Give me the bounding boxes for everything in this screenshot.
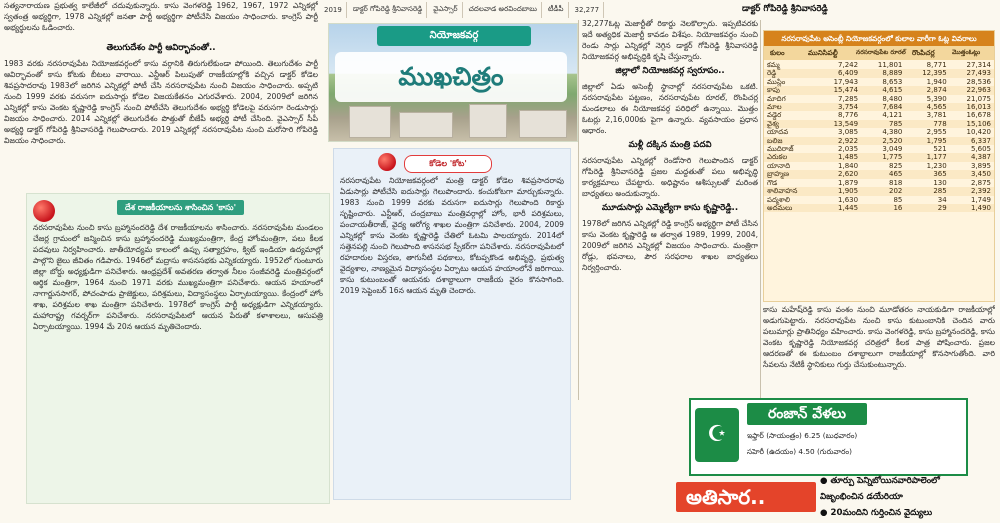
vote-count-cell: 7,684: [882, 103, 903, 112]
table-row: [764, 153, 994, 161]
vote-count-cell: 27,493: [966, 69, 991, 78]
vote-count-cell: 8,653: [882, 77, 903, 86]
vote-count-cell: 85: [893, 195, 903, 204]
table-body: [764, 61, 994, 212]
vote-count-cell: 21,075: [966, 94, 991, 103]
vote-count-cell: 202: [889, 187, 903, 196]
vote-count-cell: 1,230: [926, 161, 947, 170]
vote-count-cell: 785: [889, 119, 903, 128]
vote-count-cell: 4,387: [970, 153, 991, 162]
vote-count-cell: 8,776: [838, 111, 859, 120]
vote-count-cell: 365: [933, 170, 947, 179]
vote-count-cell: 8,889: [882, 69, 903, 78]
intro-paragraph: సత్యనారాయణ ప్రభుత్వ కాలేజీలో చదువుకున్నారు. కాసు వెంగళరెడ్డి 1962, 1967, 1972 ఎన్నికల్లో స్వతంత్ర అభ్యర్థిగా, 1978 ఎన్నికల్లో జనతా పార్టీ అభ్యర్థిగా పోటీచేసి విజయం సాధించారు. కాంగ్రెస్ పార్టీ అభ్యర్థులను ఓడించారు.: [4, 1, 318, 32]
caste-name-cell: యానాది: [767, 161, 791, 170]
vote-count-cell: 4,615: [882, 86, 903, 95]
vote-count-cell: 10,420: [966, 128, 991, 137]
table-header-cell: మునిసిపల్టీ: [808, 49, 838, 57]
vote-count-cell: 5,605: [970, 145, 991, 154]
table-row: [764, 187, 994, 195]
red-bullet-icon: [378, 153, 396, 171]
table-header-cell: రొంపిచర్ల: [912, 49, 935, 57]
caste-name-cell: పద్మశాలి: [767, 195, 790, 204]
vote-count-cell: 2,922: [838, 136, 859, 145]
caste-name-cell: వైశ్య: [767, 119, 779, 128]
table-row: [764, 103, 994, 111]
caste-name-cell: యాదవ: [767, 128, 789, 137]
caste-name-cell: బలిజ: [767, 136, 783, 145]
caste-name-cell: అదమలు: [767, 203, 793, 212]
hero-title: ముఖచిత్రం: [335, 52, 567, 102]
vote-count-cell: 11,801: [877, 61, 903, 69]
table-row: [764, 120, 994, 128]
column-divider: [578, 20, 579, 400]
kasu-paragraph: నరసరావుపేట నుంచి కాసు బ్రహ్మానందరెడ్డి దేశ రాజకీయాలను శాసించారు. నరసరావుపేట మండలం చేజర్ల గ్రామంలో జన్మించిన కాసు బ్రహ్మానందరెడ్డి ముఖ్యమంత్రిగా, కేంద్ర హోంమంత్రిగా, పలు కీలక పదవులు నిర్వహించారు. జాతీయోద్యమ కాలంలో ఉప్పు సత్యాగ్రహం, క్విట్ ఇండియా ఉద్యమాల్లో పాల్గొని జైలు జీవితం గడిపారు. 1946లో మద్రాసు శాసనసభకు ఎన్నికయ్యారు. 1952లో గుంటూరు జిల్లా బోర్డు అధ్యక్షుడిగా పనిచేశారు. ఆంధ్రప్రదేశ్ అవతరణ తర్వాత నీలం సంజీవరెడ్డి మంత్రివర్గంలో ఆర్థిక మంత్రిగా, 1964 నుంచి 1971 వరకు ముఖ్యమంత్రిగా పనిచేశారు. ఆయన హయాంలో నాగార్జునసాగర్, పోచంపాడు ప్రాజెక్టులు, పరిశ్రమలు, విద్యాసంస్థలు ఏర్పాటయ్యాయి. కేంద్రంలో హోం శాఖ, పరిశ్రమల శాఖ మంత్రిగా పనిచేశారు. 1978లో కాంగ్రెస్ పార్టీ అధ్యక్షుడిగా ఎన్నికయ్యారు. మహారాష్ట్ర గవర్నర్‌గా పనిచేశారు. నరసరావుపేటలో ఆయన పేరుతో కళాశాలలు, ఆసుపత్రి ఏర్పాటయ్యాయి. 1994 మే 20న ఆయన మృతిచెందారు.: [33, 223, 323, 331]
vote-count-cell: 12,395: [922, 69, 947, 78]
kasu-article-box: [26, 193, 330, 504]
table-row: [764, 128, 994, 136]
mosque-icon: ☪: [695, 408, 739, 462]
kasu-family-paragraph: కాసు మహేష్‌రెడ్డి కాసు వంశం నుంచి మూడోతరం నాయకుడిగా రాజకీయాల్లో అడుగుపెట్టారు. నరసరావుపేట నుంచి కాసు కుటుంబానికి చెందిన వారు పలుమార్లు ప్రాతినిధ్యం వహించారు. కాసు వెంగళరెడ్డి, కాసు బ్రహ్మానందరెడ్డి, కాసు వెంకట కృష్ణారెడ్డి నియోజకవర్గ చరిత్రలో కీలక పాత్ర పోషించారు. ప్రజల ఆదరణతో ఈ కుటుంబం దశాబ్దాలుగా రాజకీయాల్లో కొనసాగుతోంది. వారి సేవలను నేటికీ స్థానికులు గుర్తు చేసుకుంటున్నారు.: [763, 305, 995, 369]
building-shape: [519, 110, 567, 138]
vote-count-cell: 29: [937, 203, 947, 212]
building-shape: [349, 106, 391, 138]
vote-count-cell: 3,754: [838, 103, 859, 112]
vote-count-cell: 285: [933, 187, 947, 196]
results-strip-row: [320, 2, 604, 18]
kodela-text-wrap: [340, 175, 564, 495]
strip-winner-party: వైఎస్సార్: [429, 2, 462, 18]
column-middle-right: [582, 18, 758, 398]
vote-count-cell: 2,620: [838, 170, 859, 179]
vote-count-cell: 1,445: [838, 203, 859, 212]
strip-winner: డాక్టర్ గోపిరెడ్డి శ్రీనివాసరెడ్డి: [349, 2, 427, 18]
vote-count-cell: 3,450: [970, 170, 991, 179]
ramzan-timings-ad: [689, 398, 968, 476]
table-row: [764, 78, 994, 86]
vote-count-cell: 1,485: [838, 153, 859, 162]
table-header-cell: కులం: [770, 49, 785, 57]
vote-count-cell: 1,630: [838, 195, 859, 204]
vote-count-cell: 825: [889, 161, 903, 170]
repeat-paragraph: నరసరావుపేట ఎన్నికల్లో రెండోసారి గెలుపొందిన డాక్టర్ గోపిరెడ్డి శ్రీనివాసరెడ్డి ప్రజల మద్దతుతో పలు అభివృద్ధి కార్యక్రమాలు చేపట్టారు. అధిష్టానం ఆశీస్సులతో మరింత బాధ్యతలు అందుకున్నారు.: [582, 156, 758, 198]
vote-count-cell: 34: [937, 195, 947, 204]
vote-count-cell: 8,480: [882, 94, 903, 103]
repeat-heading: మళ్లీ దక్కిన మంత్రి పదవి: [628, 140, 712, 150]
vote-count-cell: 16: [893, 203, 903, 212]
caste-name-cell: మాల: [767, 103, 782, 112]
building-shape: [469, 104, 507, 138]
caste-name-cell: గౌడ: [767, 178, 778, 187]
vote-count-cell: 4,380: [882, 128, 903, 137]
vote-count-cell: 1,795: [926, 136, 947, 145]
vote-count-cell: 2,520: [882, 136, 903, 145]
kodela-badge: కోడెల 'కోట': [404, 155, 492, 173]
hero-image: [328, 23, 578, 142]
vote-count-cell: 16,013: [966, 103, 991, 112]
vote-count-cell: 3,895: [970, 161, 991, 170]
vote-count-cell: 28,536: [966, 77, 991, 86]
vote-count-cell: 7,285: [838, 94, 859, 103]
vote-count-cell: 6,337: [970, 136, 991, 145]
strip-runner: చదలవాడ అరవిందబాబు: [465, 2, 542, 18]
vote-count-cell: 3,085: [838, 128, 859, 137]
vote-count-cell: 1,940: [926, 77, 947, 86]
vote-count-cell: 4,121: [882, 111, 903, 120]
ad-title: రంజాన్ వేళలు: [747, 403, 867, 425]
diarrhea-line-3: ● 20మందిని గుర్తించిన వైద్యులు: [820, 508, 933, 518]
vote-count-cell: 465: [889, 170, 903, 179]
sehri-time: సహెరీ (ఉదయం) 4.50 (గురువారం): [747, 447, 852, 456]
vote-count-cell: 130: [933, 178, 947, 187]
table-row: [764, 111, 994, 119]
vote-count-cell: 1,879: [838, 178, 859, 187]
column-divider: [760, 20, 761, 398]
table-header-cell: నరసరావుపేట రూరల్: [856, 49, 906, 56]
vote-count-cell: 2,392: [970, 187, 991, 196]
caste-vote-table: [763, 30, 995, 302]
table-row: [764, 162, 994, 170]
vote-count-cell: 15,106: [966, 119, 991, 128]
table-row: [764, 95, 994, 103]
vote-count-cell: 6,409: [838, 69, 859, 78]
results-strip: [318, 0, 606, 20]
geo-paragraph: జిల్లాలో ఏడు అసెంబ్లీ స్థానాల్లో నరసరావుపేట ఒకటి. నరసరావుపేట పట్టణం, నరసరావుపేట రూరల్, రొంపిచర్ల మండలాలు ఈ నియోజకవర్గ పరిధిలో ఉన్నాయి. మొత్తం ఓటర్లు 2,16,000కు పైగా ఉన్నారు. వ్యవసాయం ప్రధాన ఆధారం.: [582, 82, 758, 135]
caste-name-cell: వడ్డెర: [767, 111, 782, 120]
diarrhea-line-1: ● తూర్పు పెన్నిబోయినవారిపాలెంలో: [820, 476, 940, 486]
tdp-paragraph: 1983 వరకు నరసరావుపేట నియోజకవర్గంలో కాసు వర్గానికి తిరుగులేకుండా పోయింది. తెలుగుదేశం పార్టీ ఆవిర్భావంతో కాసు కోటకు బీటలు వారాయి. ఎన్టీఆర్ పిలుపుతో రాజకీయాల్లోకి వచ్చిన డాక్టర్ కోడెల శివప్రసాదరావు 1983లో జరిగిన ఎన్నికల్లో పోటీ చేసి నరసరావుపేట నుంచి విజయం సాధించారు. అప్పటి నుంచి 1999 వరకు వరుసగా ఐదుసార్లు కోడెల విజయకేతనం ఎగురవేశారు. 2004, 2009లో జరిగిన ఎన్నికల్లో కాసు వెంకట కృష్ణారెడ్డి కాంగ్రెస్ నుంచి పోటీచేసి తెలుగుదేశం అభ్యర్థి కోడెలపై వరుసగా రెండుసార్లు విజయం సాధించారు. 2014 ఎన్నికల్లో తెలుగుదేశం పొత్తుతో బీజేపీ అభ్యర్థి పోటీ చేసింది. వైఎస్సార్ సీపీ అభ్యర్థి డాక్టర్ గోపిరెడ్డి శ్రీనివాసరెడ్డి గెలుపొందారు. 2019 ఎన్నికల్లో నరసరావుపేట నుంచి మరోసారి గోపిరెడ్డి విజయం సాధించారు.: [4, 59, 318, 145]
table-row: [764, 179, 994, 187]
table-header: [764, 46, 994, 60]
vote-count-cell: 27,314: [966, 61, 991, 69]
hero-banner: నియోజకవర్గ: [377, 26, 531, 46]
caste-name-cell: ముస్లిం: [767, 77, 786, 86]
vote-count-cell: 1,775: [882, 153, 903, 162]
table-row: [764, 137, 994, 145]
caste-name-cell: రెడ్డి: [767, 69, 777, 78]
vote-count-cell: 3,049: [882, 145, 903, 154]
vote-count-cell: 4,565: [926, 103, 947, 112]
mla-heading: మూడుసార్లు ఎమ్మెల్యేగా కాసు కృష్ణారెడ్డి..: [601, 203, 739, 213]
kodela-article-box: [333, 148, 571, 500]
vote-count-cell: 1,177: [926, 153, 947, 162]
table-row: [764, 86, 994, 94]
diarrhea-title: అతిసార..: [676, 482, 816, 512]
vote-count-cell: 2,955: [926, 128, 947, 137]
vote-count-cell: 16,678: [966, 111, 991, 120]
vote-count-cell: 5,390: [926, 94, 947, 103]
strip-runner-party: టీడీపీ: [544, 2, 569, 18]
mla-paragraph: 1978లో జరిగిన ఎన్నికల్లో రెడ్డి కాంగ్రెస్ అభ్యర్థిగా పోటీ చేసిన కాసు వెంకట కృష్ణారెడ్డి ఆ తర్వాత 1989, 1999, 2004, 2009లో జరిగిన ఎన్నికల్లో విజయం సాధించారు. మంత్రిగా రోడ్లు, భవనాలు, పౌర సరఫరాల శాఖల బాధ్యతలు నిర్వర్తించారు.: [582, 219, 758, 272]
gopireddy-heading: డాక్టర్ గోపిరెడ్డి శ్రీనివాసరెడ్డి: [742, 4, 828, 14]
vote-count-cell: 778: [933, 119, 947, 128]
vote-count-cell: 1,490: [970, 203, 991, 212]
strip-year: 2019: [320, 2, 347, 18]
vote-count-cell: 22,963: [966, 86, 991, 95]
kasu-text-wrap: [33, 222, 323, 500]
vote-count-cell: 1,749: [970, 195, 991, 204]
strip-majority: 32,277: [571, 2, 605, 18]
vote-count-cell: 7,242: [838, 61, 859, 69]
caste-name-cell: శాలివాహన: [767, 187, 798, 196]
caste-name-cell: కాపు: [767, 86, 780, 95]
vote-count-cell: 2,874: [926, 86, 947, 95]
column-right: [763, 304, 995, 396]
table-row: [764, 170, 994, 178]
red-bullet-icon: [33, 200, 55, 222]
kasu-subtitle: దేశ రాజకీయాలను శాసించిన 'కాసు': [117, 200, 244, 215]
kodela-paragraph: నరసరావుపేట నియోజకవర్గంలో మంత్రి డాక్టర్ కోడెల శివప్రసాదరావు ఏడుసార్లు పోటీచేసి ఐదుసార్లు గెలుపొందారు. కంచుకోటగా మార్చుకున్నారు. 1983 నుంచి 1999 వరకు వరుసగా ఐదుసార్లు గెలుపొంది రికార్డు సృష్టించారు. ఎన్టీఆర్, చంద్రబాబు మంత్రివర్గాల్లో హోం, భారీ పరిశ్రమలు, పంచాయతీరాజ్, వైద్య ఆరోగ్య శాఖల మంత్రిగా పనిచేశారు. 2004, 2009 ఎన్నికల్లో కాసు వెంకట కృష్ణారెడ్డి చేతిలో ఓటమి పాలయ్యారు. 2014లో సత్తెనపల్లి నుంచి గెలుపొంది శాసనసభ స్పీకర్‌గా పనిచేశారు. నరసరావుపేటలో రహదారుల విస్తరణ, తాగునీటి పథకాలు, కోటప్పకొండ అభివృద్ధి, ప్రభుత్వ వైద్యశాల, నాణ్యమైన విద్యాసంస్థల ఏర్పాటు ఆయన హయాంలోనే జరిగాయి. కాసు కుటుంబంతో ఆయనకు దశాబ్దాలుగా రాజకీయ వైరం కొనసాగింది. 2019 సెప్టెంబర్ 16న ఆయన మృతి చెందారు.: [340, 176, 564, 295]
vote-count-cell: 2,035: [838, 145, 859, 154]
table-header-cell: మొత్తంఓట్లు: [952, 49, 981, 56]
vote-count-cell: 818: [889, 178, 903, 187]
caste-name-cell: మాదిగ: [767, 94, 786, 103]
vote-count-cell: 2,875: [970, 178, 991, 187]
vote-count-cell: 3,781: [926, 111, 947, 120]
vote-count-cell: 1,840: [838, 161, 859, 170]
table-row: [764, 204, 994, 212]
table-row: [764, 69, 994, 77]
caste-name-cell: ముదిరాజ్: [767, 145, 794, 154]
caste-name-cell: కమ్మ: [767, 61, 780, 69]
tdp-heading: తెలుగుదేశం పార్టీ ఆవిర్భావంతో..: [106, 43, 216, 53]
diarrhea-line-2: విజృంభించిన డయేరియా: [820, 492, 903, 502]
geo-heading: జిల్లాలో నియోజకవర్గ స్వరూపం..: [615, 66, 725, 76]
caste-name-cell: బ్రాహ్మణ: [767, 170, 790, 179]
table-row: [764, 196, 994, 204]
vote-count-cell: 1,905: [838, 187, 859, 196]
vote-count-cell: 17,943: [833, 77, 859, 86]
table-row: [764, 145, 994, 153]
column-left: [4, 0, 318, 190]
table-row: [764, 61, 994, 69]
vote-count-cell: 13,549: [833, 119, 859, 128]
caste-name-cell: ఎరుకల: [767, 153, 788, 162]
building-shape: [399, 112, 453, 138]
vote-count-cell: 521: [933, 145, 947, 154]
vote-count-cell: 8,771: [926, 61, 947, 69]
table-title: నరసరావుపేట అసెంబ్లీ నియోజకవర్గంలో కులాల వారీగా ఓట్ల వివరాలు: [764, 31, 994, 46]
vote-count-cell: 15,474: [833, 86, 859, 95]
diarrhea-news-strip: [676, 476, 1000, 523]
iftar-time: ఇఫ్తార్ (సాయంత్రం) 6.25 (బుధవారం): [747, 431, 858, 440]
majority-paragraph: 32,277ఓట్ల మెజార్టీతో రికార్డు నెలకొల్పారు. ఇప్పటివరకు ఇదే అత్యధిక మెజార్టీ కావడం విశేషం. నియోజకవర్గం నుంచి రెండు సార్లు ఎన్నికల్లో నెగ్గిన డాక్టర్ గోపిరెడ్డి శ్రీనివాసరెడ్డి నియోజకవర్గ అభివృద్ధికి కృషి చేస్తున్నారు.: [582, 19, 758, 61]
